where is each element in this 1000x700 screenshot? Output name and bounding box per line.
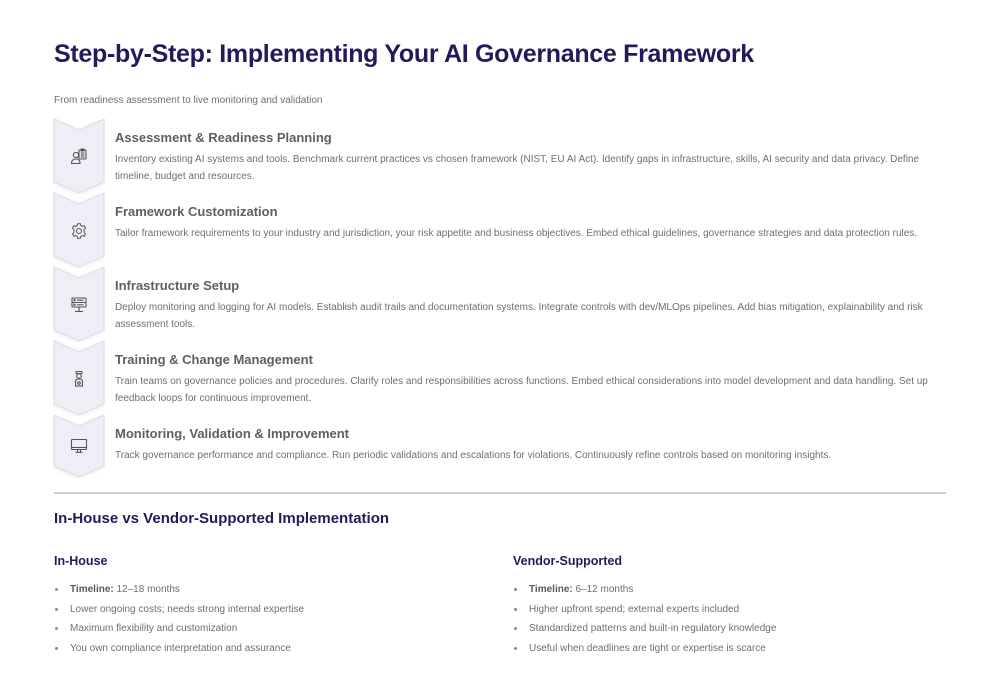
monitor-icon — [69, 436, 89, 456]
list-item — [54, 580, 474, 600]
timeline-label: Timeline: — [529, 584, 573, 595]
step-description: Inventory existing AI systems and tools. Benchmark current practices vs chosen framework (NIST, EU AI Act). Identify gaps in infrastructure, skills, AI security and data privacy. Define timeline, budget and resources. — [115, 154, 920, 182]
in-house-title: In-House — [54, 554, 108, 568]
user-clipboard-icon — [69, 147, 89, 167]
step-title: Monitoring, Validation & Improvement — [115, 426, 350, 441]
timeline-label: Timeline: — [70, 584, 114, 595]
list-item: Maximum flexibility and customization — [54, 619, 474, 639]
step-description: Train teams on governance policies and procedures. Clarify roles and responsibilities across functions. Embed ethical considerations into model development and data handling. Set up feedback loops for continuous improvement. — [115, 376, 928, 404]
gear-icon — [69, 221, 89, 241]
step-infrastructure — [0, 266, 1000, 340]
list-item: Standardized patterns and built-in regulatory knowledge — [513, 619, 933, 639]
step-customization — [0, 192, 1000, 266]
list-item: You own compliance interpretation and assurance — [54, 639, 474, 659]
page-title: Step-by-Step: Implementing Your AI Governance Framework — [54, 40, 754, 68]
step-title: Framework Customization — [115, 204, 278, 219]
step-training — [0, 340, 1000, 414]
list-item: Useful when deadlines are tight or expertise is scarce — [513, 639, 933, 659]
step-assessment — [0, 118, 1000, 192]
in-house-list — [54, 580, 474, 658]
comparison-title: In-House vs Vendor-Supported Implementation — [54, 510, 390, 527]
list-item — [513, 580, 933, 600]
list-item: Higher upfront spend; external experts included — [513, 600, 933, 620]
vendor-title: Vendor-Supported — [513, 554, 623, 568]
step-title: Training & Change Management — [115, 352, 313, 367]
trainer-icon — [69, 369, 89, 389]
step-monitoring — [0, 414, 1000, 488]
page-subtitle: From readiness assessment to live monitoring and validation — [54, 95, 323, 106]
server-icon — [69, 295, 89, 315]
in-house-column — [54, 554, 474, 658]
step-title: Assessment & Readiness Planning — [115, 130, 332, 145]
section-divider — [54, 492, 946, 494]
step-description: Deploy monitoring and logging for AI models. Establish audit trails and documentation systems. Integrate controls with dev/MLOps pipelines. Add bias mitigation, explainability and risk assessment tools. — [115, 302, 923, 330]
step-description: Tailor framework requirements to your industry and jurisdiction, your risk appetite and business objectives. Embed ethical guidelines, governance strategies and data protection rules. — [115, 228, 918, 239]
step-title: Infrastructure Setup — [115, 278, 240, 293]
list-item: Lower ongoing costs; needs strong internal expertise — [54, 600, 474, 620]
timeline-value: 12–18 months — [113, 584, 180, 595]
timeline-value: 6–12 months — [572, 584, 634, 595]
vendor-column — [513, 554, 933, 658]
step-description: Track governance performance and compliance. Run periodic validations and escalations for violations. Continuously refine controls based on monitoring insights. — [115, 450, 832, 461]
vendor-list — [513, 580, 933, 658]
